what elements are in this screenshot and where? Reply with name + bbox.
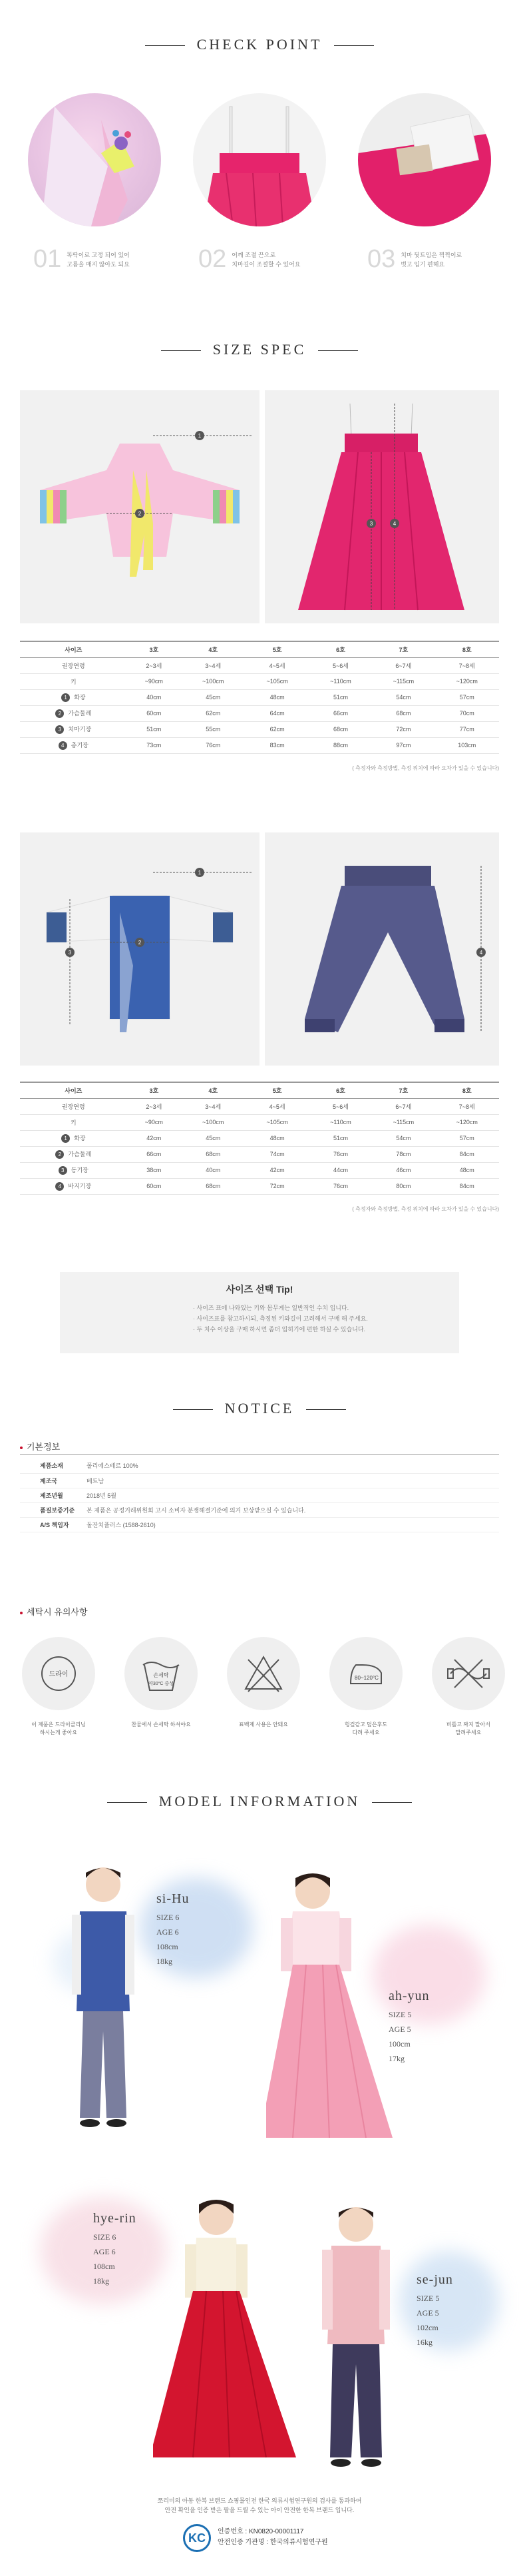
wash-caption: 이 제품은 드라이클리닝 하시는게 좋아요 <box>31 1722 86 1736</box>
row-label-text: 총기장 <box>71 742 88 749</box>
footer-line: 쪼리미의 아동 한복 브랜드 쇼핑몰인전 한국 의류시험연구원의 검사를 통과하여 <box>157 2497 362 2504</box>
table-cell: 60cm <box>127 705 181 721</box>
table-header: 8호 <box>435 641 499 657</box>
row-label-text: 화장 <box>74 694 86 701</box>
table-cell: 55cm <box>181 721 245 737</box>
size-spec-title: SIZE SPEC <box>0 341 519 358</box>
no-bleach-icon <box>227 1637 300 1710</box>
table-cell: ~110cm <box>309 673 372 689</box>
model-height: 108cm <box>93 2262 115 2271</box>
measure-marker: 3 <box>59 1166 67 1175</box>
checkpoint-photo-2 <box>193 93 326 226</box>
table-cell: 76cm <box>309 1178 372 1194</box>
info-row <box>20 1473 499 1488</box>
model-name: se-jun <box>417 2272 453 2287</box>
footer-text <box>0 2496 519 2515</box>
svg-text:1: 1 <box>198 433 202 439</box>
table-cell: 48cm <box>435 1162 499 1178</box>
table-cell: 83cm <box>245 737 309 753</box>
row-label-text: 키 <box>70 1119 77 1126</box>
table-cell: 6~7세 <box>372 657 434 673</box>
table-cell: 42cm <box>127 1130 181 1146</box>
table-header: 5호 <box>245 1082 309 1098</box>
model-name: si-Hu <box>156 1891 190 1906</box>
info-key: A/S 책임자 <box>20 1517 86 1532</box>
table-row <box>20 689 499 705</box>
table-cell: 72cm <box>245 1178 309 1194</box>
table-cell: 48cm <box>245 689 309 705</box>
measure-marker: 3 <box>55 725 64 734</box>
model-size: SIZE 6 <box>156 1913 180 1922</box>
table-cell: 76cm <box>309 1146 372 1162</box>
check-point-title: CHECK POINT <box>0 36 519 53</box>
svg-text:4: 4 <box>479 950 483 956</box>
wash-caption: 비틀고 짜지 말아서 말려주세요 <box>446 1722 491 1736</box>
table-header: 3호 <box>127 641 181 657</box>
table-cell: 51cm <box>127 721 181 737</box>
table-cell: ~115cm <box>372 673 434 689</box>
kc-logo-icon: KC <box>183 2524 211 2552</box>
basic-info-title: 기본정보 <box>20 1440 60 1452</box>
table-cell: 77cm <box>435 721 499 737</box>
table-cell: 84cm <box>435 1146 499 1162</box>
table-cell: 68cm <box>372 705 434 721</box>
info-row <box>20 1458 499 1473</box>
table-cell: 68cm <box>181 1178 245 1194</box>
table-cell: 57cm <box>435 689 499 705</box>
wash-caption: 헝겊같고 덮은후도 다려 주세요 <box>344 1722 388 1736</box>
row-label <box>20 1162 127 1178</box>
info-value: 본 제품은 공정거래위원회 고시 소비자 분쟁해결기준에 의거 보상받으실 수 있습니다. <box>86 1502 499 1517</box>
kc-text <box>218 2527 328 2548</box>
tip-title: 사이즈 선택 Tip! <box>226 1284 293 1295</box>
table-cell: 3~4세 <box>181 657 245 673</box>
row-label <box>20 721 127 737</box>
checkpoint-photo-1 <box>28 93 161 226</box>
table-cell: 57cm <box>435 1130 499 1146</box>
girl-jacket-photo <box>20 390 260 623</box>
table-cell: 4~5세 <box>245 657 309 673</box>
table-row <box>20 1130 499 1146</box>
info-row <box>20 1488 499 1502</box>
svg-text:드라이: 드라이 <box>49 1671 69 1678</box>
table-cell: 54cm <box>372 689 434 705</box>
tip-line: · 두 치수 이상을 구매 하시면 좀더 입히기에 편한 하실 수 있습니다. <box>193 1326 366 1333</box>
wash-caption: 표백제 사용은 안돼요 <box>239 1722 288 1728</box>
info-value: 2018년 5월 <box>86 1488 499 1502</box>
girl-size-table <box>20 641 499 754</box>
model-age: AGE 5 <box>417 2308 439 2318</box>
table-header: 3호 <box>127 1082 181 1098</box>
checkpoint-caption-3: 03 치마 뒷트임은 찍찍이로 벗고 입기 편해요 <box>367 245 462 273</box>
measure-marker: 1 <box>61 1134 70 1143</box>
model-size: SIZE 5 <box>389 2010 412 2019</box>
model-info-se-jun <box>417 2272 453 2350</box>
table-cell: 7~8세 <box>435 1098 499 1114</box>
row-label-text: 동기장 <box>71 1167 88 1173</box>
checkpoint-photo-3 <box>358 93 491 226</box>
table-header: 7호 <box>372 1082 434 1098</box>
table-cell: 62cm <box>181 705 245 721</box>
boy-vest-photo <box>20 832 260 1066</box>
model-weight: 16kg <box>417 2338 432 2347</box>
svg-text:2: 2 <box>138 511 142 517</box>
svg-text:3: 3 <box>369 521 373 527</box>
table-cell: 42cm <box>245 1162 309 1178</box>
table-cell: 44cm <box>309 1162 372 1178</box>
info-value: 베트남 <box>86 1473 499 1488</box>
table-cell: 4~5세 <box>245 1098 309 1114</box>
table-row <box>20 1098 499 1114</box>
info-key: 제조년월 <box>20 1488 86 1502</box>
no-wring-icon <box>432 1637 505 1710</box>
model-weight: 17kg <box>389 2054 405 2063</box>
svg-text:2: 2 <box>138 940 142 946</box>
table-cell: 76cm <box>181 737 245 753</box>
table-cell: ~100cm <box>181 1114 245 1130</box>
table-cell: 72cm <box>372 721 434 737</box>
table-cell: 70cm <box>435 705 499 721</box>
model-info-ah-yun <box>389 1989 430 2066</box>
table-row <box>20 737 499 753</box>
boy-size-table <box>20 1082 499 1195</box>
table-cell: 68cm <box>181 1146 245 1162</box>
svg-text:손세탁: 손세탁 <box>153 1672 169 1678</box>
svg-text:4: 4 <box>393 521 397 527</box>
row-label <box>20 657 127 673</box>
svg-text:80~120°C: 80~120°C <box>355 1675 379 1681</box>
model-size: SIZE 6 <box>93 2232 116 2242</box>
model-height: 108cm <box>156 1942 178 1951</box>
table-cell: 54cm <box>372 1130 434 1146</box>
measurement-note: ( 측정자와 측정방법, 측정 위치에 따라 오차가 있을 수 있습니다) <box>352 765 499 771</box>
model-name: ah-yun <box>389 1989 430 2003</box>
table-cell: 38cm <box>127 1162 181 1178</box>
measure-marker: 2 <box>55 1150 64 1159</box>
model-info-si-hu <box>156 1891 189 1969</box>
svg-text:약30°C 중성: 약30°C 중성 <box>148 1682 174 1686</box>
model-height: 100cm <box>389 2039 411 2049</box>
row-label-text: 권장연령 <box>61 662 85 669</box>
model-size: SIZE 5 <box>417 2294 440 2303</box>
table-row <box>20 1114 499 1130</box>
table-cell: 45cm <box>181 689 245 705</box>
iron-icon <box>329 1637 403 1710</box>
row-label <box>20 1114 127 1130</box>
table-cell: 2~3세 <box>127 657 181 673</box>
measure-marker: 2 <box>55 709 64 718</box>
table-header: 4호 <box>181 641 245 657</box>
tip-list <box>193 1303 368 1335</box>
model-age: AGE 5 <box>389 2025 411 2034</box>
table-header: 5호 <box>245 641 309 657</box>
table-cell: 45cm <box>181 1130 245 1146</box>
info-value: 돌잔치플러스 (1588-2610) <box>86 1517 499 1532</box>
table-cell: ~100cm <box>181 673 245 689</box>
row-label-text: 키 <box>70 678 77 685</box>
measure-marker: 4 <box>55 1182 64 1191</box>
table-cell: 51cm <box>309 689 372 705</box>
row-label <box>20 705 127 721</box>
cert-organization: 안전인증 기관명 : 한국의류시험연구원 <box>218 2539 328 2546</box>
model-weight: 18kg <box>93 2276 109 2286</box>
info-row <box>20 1517 499 1532</box>
table-row <box>20 1178 499 1194</box>
row-label-text: 권장연령 <box>61 1103 85 1110</box>
row-label-text: 바지기장 <box>68 1183 92 1189</box>
table-cell: 73cm <box>127 737 181 753</box>
kc-certification <box>183 2524 336 2552</box>
footer-line: 안전 확인을 인증 받은 팔을 드릴 수 있는 아이 안전한 한복 브랜드 입니다. <box>164 2507 355 2513</box>
table-header: 6호 <box>309 1082 372 1098</box>
tip-line: · 사이즈표를 참고하시되, 측정된 키와길이 고려해서 구매 해 주세요. <box>193 1315 368 1322</box>
table-cell: 5~6세 <box>309 1098 372 1114</box>
table-cell: ~105cm <box>245 1114 309 1130</box>
svg-text:3: 3 <box>68 950 72 956</box>
model-age: AGE 6 <box>93 2247 116 2256</box>
row-label <box>20 737 127 753</box>
table-cell: 62cm <box>245 721 309 737</box>
table-cell: 78cm <box>372 1146 434 1162</box>
table-cell: ~120cm <box>435 673 499 689</box>
measure-marker: 4 <box>59 741 67 750</box>
row-label-text: 치마기장 <box>68 726 92 733</box>
table-cell: ~105cm <box>245 673 309 689</box>
model-photo-se-jun <box>313 2198 399 2477</box>
table-cell: 7~8세 <box>435 657 499 673</box>
row-label <box>20 1130 127 1146</box>
row-label-text: 가슴둘레 <box>68 710 92 717</box>
model-name: hye-rin <box>93 2211 136 2226</box>
info-key: 제품소재 <box>20 1458 86 1473</box>
notice-title: NOTICE <box>0 1400 519 1417</box>
table-cell: ~90cm <box>127 1114 181 1130</box>
measure-marker: 1 <box>61 693 70 702</box>
info-key: 품질보증기준 <box>20 1502 86 1517</box>
table-cell: 97cm <box>372 737 434 753</box>
table-cell: ~110cm <box>309 1114 372 1130</box>
table-cell: ~120cm <box>435 1114 499 1130</box>
table-cell: 5~6세 <box>309 657 372 673</box>
table-cell: 40cm <box>181 1162 245 1178</box>
row-label-text: 가슴둘레 <box>68 1151 92 1157</box>
table-cell: 46cm <box>372 1162 434 1178</box>
table-row <box>20 1146 499 1162</box>
table-cell: 64cm <box>245 705 309 721</box>
table-row <box>20 705 499 721</box>
table-cell: 51cm <box>309 1130 372 1146</box>
model-photo-ah-yun <box>266 1865 399 2158</box>
dry-clean-icon <box>22 1637 95 1710</box>
row-label <box>20 1098 127 1114</box>
row-label <box>20 689 127 705</box>
table-cell: 80cm <box>372 1178 434 1194</box>
table-cell: 60cm <box>127 1178 181 1194</box>
table-header: 사이즈 <box>20 641 127 657</box>
table-cell: 68cm <box>309 721 372 737</box>
model-info-hye-rin <box>93 2211 136 2288</box>
checkpoint-caption-2: 02 어깨 조절 끈으로 치마길이 조절할 수 있어요 <box>198 245 301 273</box>
row-label-text: 화장 <box>74 1135 86 1141</box>
info-row <box>20 1502 499 1517</box>
model-weight: 18kg <box>156 1957 172 1966</box>
table-cell: 40cm <box>127 689 181 705</box>
table-header: 6호 <box>309 641 372 657</box>
cert-number: 인증번호 : KN0820-00001117 <box>218 2528 304 2535</box>
info-value: 폴리에스테르 100% <box>86 1458 499 1473</box>
basic-info-table <box>20 1458 499 1532</box>
checkpoint-caption-1: 01 똑딱이로 고정 되어 있어 고름을 매지 않아도 되요 <box>33 245 130 273</box>
table-header: 8호 <box>435 1082 499 1098</box>
model-photo-hye-rin <box>153 2191 299 2471</box>
row-label <box>20 1146 127 1162</box>
table-cell: ~90cm <box>127 673 181 689</box>
table-cell: 3~4세 <box>181 1098 245 1114</box>
table-cell: 48cm <box>245 1130 309 1146</box>
table-row <box>20 721 499 737</box>
wash-caption: 찬물에서 손세탁 하셔야요 <box>131 1722 191 1728</box>
table-cell: 2~3세 <box>127 1098 181 1114</box>
info-key: 제조국 <box>20 1473 86 1488</box>
boy-pants-photo <box>265 832 499 1066</box>
model-photo-si-hu <box>67 1858 140 2138</box>
table-cell: 88cm <box>309 737 372 753</box>
hand-wash-icon <box>124 1637 198 1710</box>
model-height: 102cm <box>417 2323 438 2332</box>
table-header: 4호 <box>181 1082 245 1098</box>
table-row <box>20 673 499 689</box>
model-age: AGE 6 <box>156 1927 179 1937</box>
girl-skirt-photo <box>265 390 499 623</box>
svg-text:1: 1 <box>198 870 202 876</box>
table-cell: 66cm <box>127 1146 181 1162</box>
table-cell: ~115cm <box>372 1114 434 1130</box>
model-info-title: MODEL INFORMATION <box>0 1793 519 1810</box>
wash-notice-title: 세탁시 유의사항 <box>20 1605 88 1618</box>
table-row <box>20 1162 499 1178</box>
tip-line: · 사이즈 표에 나와있는 키와 몸무게는 일반적인 수치 입니다. <box>193 1305 349 1311</box>
table-cell: 84cm <box>435 1178 499 1194</box>
measurement-note: ( 측정자와 측정방법, 측정 위치에 따라 오차가 있을 수 있습니다) <box>352 1206 499 1212</box>
table-cell: 6~7세 <box>372 1098 434 1114</box>
table-cell: 103cm <box>435 737 499 753</box>
row-label <box>20 673 127 689</box>
table-cell: 66cm <box>309 705 372 721</box>
table-cell: 74cm <box>245 1146 309 1162</box>
table-header: 7호 <box>372 641 434 657</box>
table-header: 사이즈 <box>20 1082 127 1098</box>
table-row <box>20 657 499 673</box>
row-label <box>20 1178 127 1194</box>
size-tip-box <box>60 1272 459 1353</box>
